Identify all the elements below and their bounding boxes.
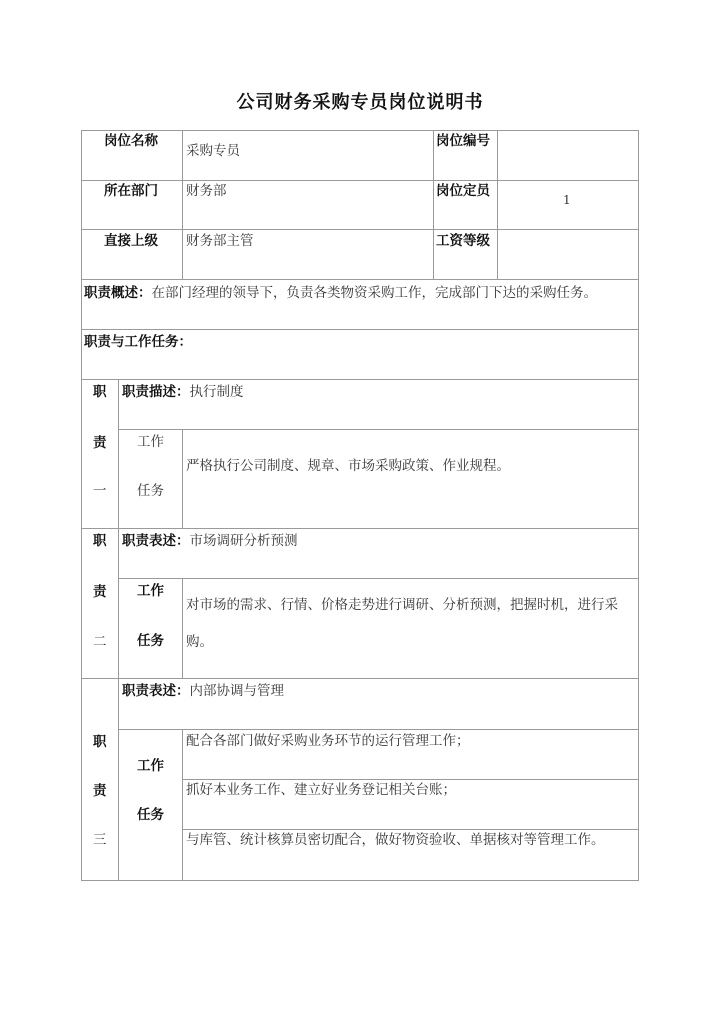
position-name-value: 采购专员 [186,143,240,159]
row-divider [182,829,639,830]
headcount-value: 1 [563,193,571,207]
duty-2-task-label-1: 工作 [137,583,164,599]
duty-1-task-label-1: 工作 [137,434,164,450]
row-divider [118,429,639,430]
supervisor-value: 财务部主管 [186,233,254,249]
duty-1-desc-text: 执行制度 [189,384,244,400]
row-divider [81,180,639,181]
row-divider [81,678,639,679]
duty-1-side-char-2: 责 [93,435,107,451]
col-divider [182,130,183,280]
table-bottom-border [81,880,639,881]
duty-1-description [122,383,244,401]
table-top-border [81,130,639,131]
duty-3-task-2: 抓好本业务工作、建立好业务登记相关台账； [186,782,456,798]
position-code-label: 岗位编号 [436,133,490,149]
col-divider [497,130,498,280]
col-divider [182,729,183,880]
summary-row [84,284,597,302]
department-value: 财务部 [186,183,227,199]
supervisor-label: 直接上级 [104,233,158,249]
duty-3-side-char-1: 职 [93,734,107,750]
duty-2-side-char-1: 职 [93,533,107,549]
duty-3-description [122,682,284,700]
col-divider [182,429,183,529]
duty-3-task-1: 配合各部门做好采购业务环节的运行管理工作； [186,733,470,749]
row-divider [81,329,639,330]
duty-2-desc-label: 职责表述： [122,533,190,549]
duties-heading: 职责与工作任务： [84,334,192,350]
row-divider [118,578,639,579]
duty-1-side-char-1: 职 [93,384,107,400]
summary-label: 职责概述： [84,285,152,301]
row-divider [182,779,639,780]
duty-3-desc-label: 职责表述： [122,683,190,699]
row-divider [81,279,639,280]
col-divider [182,578,183,679]
duty-3-task-label-2: 任务 [137,807,164,823]
row-divider [118,729,639,730]
row-divider [81,379,639,380]
duty-2-side-char-2: 责 [93,584,107,600]
duty-2-task-1: 对市场的需求、行情、价格走势进行调研、分析预测，把握时机，进行采购。 [186,597,618,650]
duty-3-task-3: 与库管、统计核算员密切配合，做好物资验收、单据核对等管理工作。 [186,832,605,848]
duty-1-task-1: 严格执行公司制度、规章、市场采购政策、作业规程。 [186,458,510,474]
duty-2-side-char-3: 二 [93,634,107,650]
duty-2-description [122,532,298,550]
salary-grade-label: 工资等级 [436,233,490,249]
row-divider [81,528,639,529]
table-left-border [81,130,82,881]
duty-3-task-label-1: 工作 [137,758,164,774]
col-divider [118,379,119,880]
headcount-label: 岗位定员 [436,183,490,199]
document-title: 公司财务采购专员岗位说明书 [236,92,484,113]
department-label: 所在部门 [104,183,158,199]
duty-1-task-label-2: 任务 [137,483,164,499]
duty-1-desc-label: 职责描述： [122,384,190,400]
row-divider [81,229,639,230]
duty-3-side-char-3: 三 [93,832,107,848]
duty-1-side-char-3: 一 [93,483,107,499]
duty-2-desc-text: 市场调研分析预测 [189,533,298,549]
position-name-label: 岗位名称 [104,133,158,149]
duty-3-desc-text: 内部协调与管理 [189,683,284,699]
duty-2-task-label-2: 任务 [137,633,164,649]
col-divider [433,130,434,280]
duty-3-side-char-2: 责 [93,783,107,799]
table-right-border [638,130,639,881]
summary-text: 在部门经理的领导下，负责各类物资采购工作，完成部门下达的采购任务。 [151,285,597,301]
